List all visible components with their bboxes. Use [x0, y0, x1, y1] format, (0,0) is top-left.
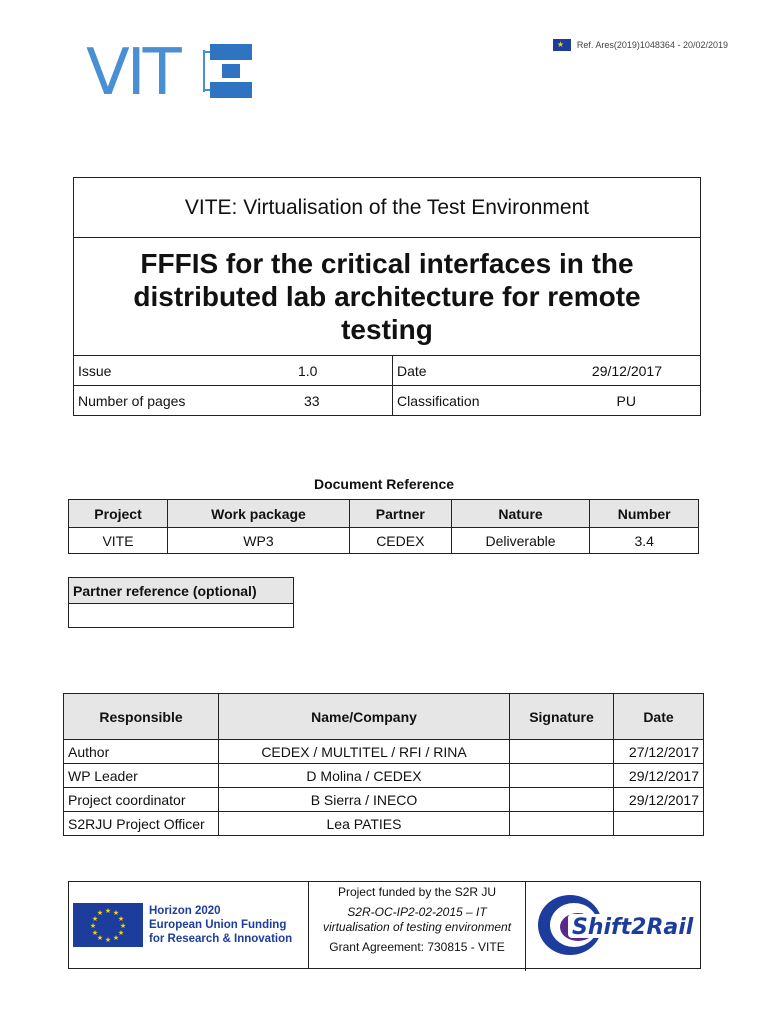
- table-cell: 3.4: [590, 528, 699, 554]
- svg-text:★: ★: [91, 915, 99, 923]
- horizon-2020-block: [69, 882, 309, 968]
- issue-label: Issue: [74, 356, 294, 386]
- document-title-line: testing: [341, 314, 433, 345]
- svg-text:★: ★: [104, 936, 112, 944]
- svg-text:★: ★: [91, 929, 99, 937]
- svg-text:★: ★: [104, 907, 112, 915]
- call-line: virtualisation of testing environment: [322, 920, 512, 934]
- shift2rail-logo: [526, 882, 700, 968]
- name-cell: Lea PATIES: [219, 812, 510, 836]
- document-reference-title: Document Reference: [313, 476, 455, 492]
- column-header: Project: [69, 500, 168, 528]
- document-reference-table: [68, 499, 699, 554]
- document-title: [74, 238, 700, 356]
- svg-text:★: ★: [117, 915, 125, 923]
- column-header: Number: [590, 500, 699, 528]
- column-header: Responsible: [64, 694, 219, 740]
- partner-reference-header: Partner reference (optional): [69, 578, 294, 604]
- responsible-table: [63, 693, 704, 836]
- date-value: 29/12/2017: [581, 356, 700, 386]
- role-cell: Author: [64, 740, 219, 764]
- call-line: S2R-OC-IP2-02-2015 – IT: [347, 905, 487, 919]
- eu-flag-icon: ★: [553, 39, 571, 51]
- table-row: [64, 764, 704, 788]
- partner-reference-table: [68, 577, 294, 628]
- date-cell: 29/12/2017: [614, 788, 704, 812]
- h2020-line: for Research & Innovation: [149, 933, 293, 945]
- role-cell: WP Leader: [64, 764, 219, 788]
- name-cell: B Sierra / INECO: [219, 788, 510, 812]
- eu-flag-icon: [73, 903, 143, 947]
- column-header: Date: [614, 694, 704, 740]
- column-header: Signature: [510, 694, 614, 740]
- project-title: VITE: Virtualisation of the Test Environment: [74, 178, 700, 238]
- h2020-line: Horizon 2020: [149, 905, 221, 917]
- column-header: Name/Company: [219, 694, 510, 740]
- partner-reference-value: [69, 604, 294, 628]
- document-reference-stamp: [553, 39, 728, 51]
- h2020-line: European Union Funding: [149, 919, 287, 931]
- horizon-2020-text: [149, 904, 292, 946]
- role-cell: S2RJU Project Officer: [64, 812, 219, 836]
- column-header: Nature: [451, 500, 590, 528]
- table-row: [64, 740, 704, 764]
- table-cell: VITE: [69, 528, 168, 554]
- svg-text:★: ★: [117, 929, 125, 937]
- svg-text:★: ★: [96, 909, 104, 917]
- svg-text:★: ★: [112, 934, 120, 942]
- grant-agreement: Grant Agreement: 730815 - VITE: [329, 940, 505, 954]
- date-cell: [614, 812, 704, 836]
- signature-cell: [510, 740, 614, 764]
- role-cell: Project coordinator: [64, 788, 219, 812]
- document-title-line: FFFIS for the critical interfaces in the: [140, 248, 634, 279]
- table-cell: WP3: [168, 528, 350, 554]
- table-row: [64, 812, 704, 836]
- funding-details: [309, 882, 526, 971]
- pages-label: Number of pages: [78, 392, 186, 409]
- column-header: Work package: [168, 500, 350, 528]
- svg-text:★: ★: [89, 922, 97, 930]
- funded-by: Project funded by the S2R JU: [337, 885, 497, 899]
- shift2rail-wordmark: Shift2Rail: [572, 915, 694, 940]
- table-row: [64, 788, 704, 812]
- date-cell: 27/12/2017: [614, 740, 704, 764]
- document-title-line: distributed lab architecture for remote: [133, 281, 641, 312]
- svg-text:VIT: VIT: [86, 40, 179, 102]
- table-cell: Deliverable: [451, 528, 590, 554]
- signature-cell: [510, 764, 614, 788]
- table-row: [69, 528, 699, 554]
- classification-label: Classification: [393, 386, 582, 416]
- signature-cell: [510, 788, 614, 812]
- ares-reference: Ref. Ares(2019)1048364 - 20/02/2019: [576, 40, 728, 50]
- date-cell: 29/12/2017: [614, 764, 704, 788]
- funding-footer: [68, 881, 701, 969]
- column-header: Partner: [349, 500, 451, 528]
- signature-cell: [510, 812, 614, 836]
- date-label: Date: [393, 356, 582, 386]
- document-metadata: [74, 356, 700, 415]
- vite-logo: [86, 40, 256, 102]
- name-cell: D Molina / CEDEX: [219, 764, 510, 788]
- name-cell: CEDEX / MULTITEL / RFI / RINA: [219, 740, 510, 764]
- svg-text:★: ★: [112, 909, 120, 917]
- svg-text:★: ★: [96, 934, 104, 942]
- classification-value: PU: [616, 392, 636, 409]
- svg-text:★: ★: [119, 922, 127, 930]
- title-box: [73, 177, 701, 416]
- table-cell: CEDEX: [349, 528, 451, 554]
- pages-value: 33: [304, 392, 320, 409]
- issue-value: 1.0: [294, 356, 393, 386]
